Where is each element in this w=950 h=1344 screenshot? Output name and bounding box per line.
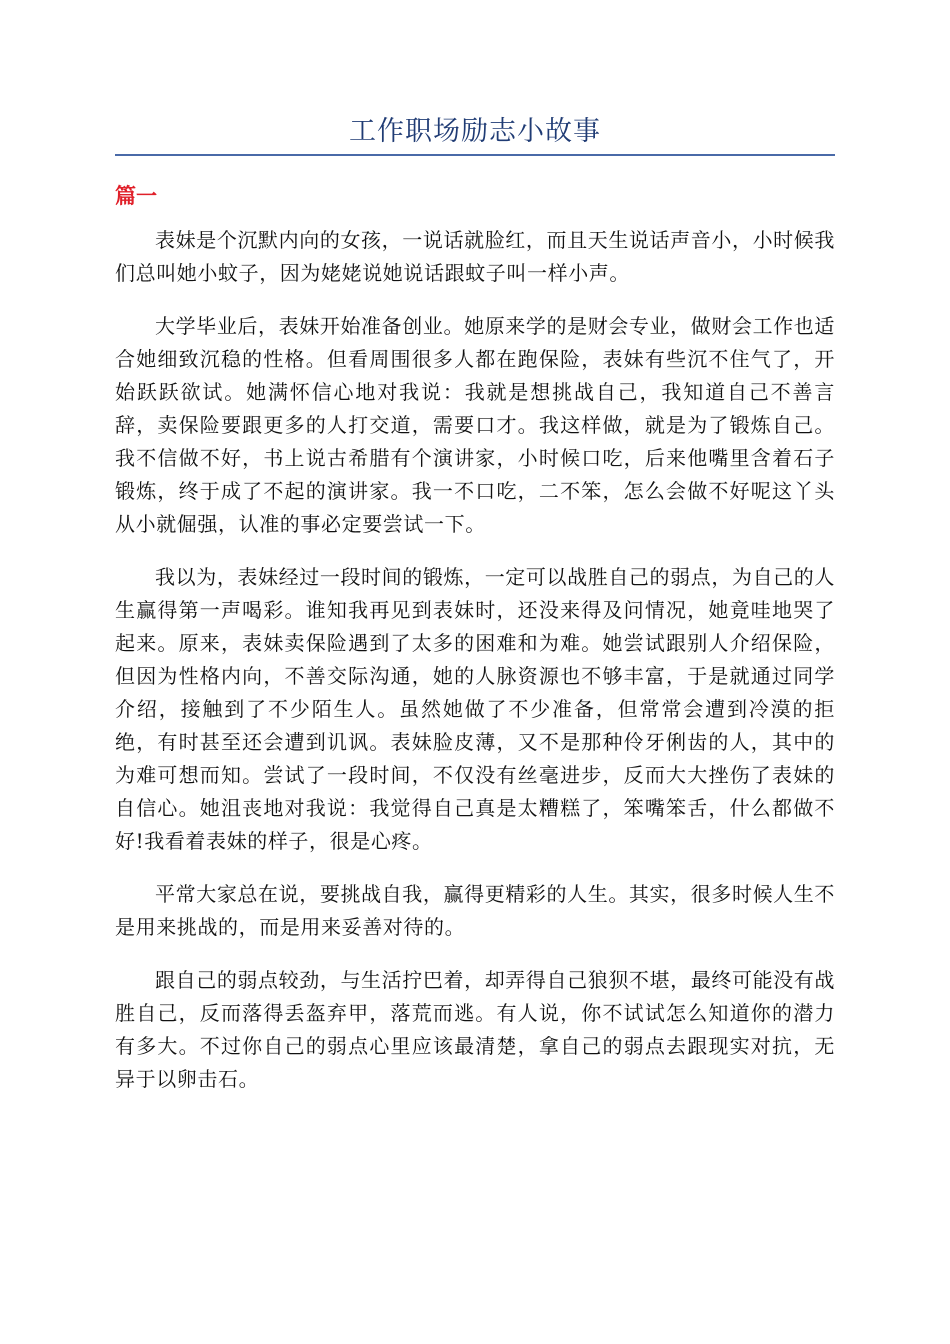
- paragraph-2: 大学毕业后，表妹开始准备创业。她原来学的是财会专业，做财会工作也适合她细致沉稳的性格。但看周围很多人都在跑保险，表妹有些沉不住气了，开始跃跃欲试。她满怀信心地对我说：我就是想挑战自己，我知道自己不善言辞，卖保险要跟更多的人打交道，需要口才。我这样做，就是为了锻炼自己。我不信做不好，书上说古希腊有个演讲家，小时候口吃，后来他嘴里含着石子锻炼，终于成了不起的演讲家。我一不口吃，二不笨，怎么会做不好呢这丫头从小就倔强，认准的事必定要尝试一下。: [115, 314, 835, 536]
- paragraph-1: 表妹是个沉默内向的女孩，一说话就脸红，而且天生说话声音小，小时候我们总叫她小蚊子，因为姥姥说她说话跟蚊子叫一样小声。: [115, 228, 835, 285]
- section-heading: 篇一: [115, 184, 157, 208]
- paragraph-5: 跟自己的弱点较劲，与生活拧巴着，却弄得自己狼狈不堪，最终可能没有战胜自己，反而落得丢盔弃甲，落荒而逃。有人说，你不试试怎么知道你的潜力有多大。不过你自己的弱点心里应该最清楚，拿自己的弱点去跟现实对抗，无异于以卵击石。: [115, 968, 835, 1091]
- body-text: [115, 224, 835, 1116]
- paragraph-4: 平常大家总在说，要挑战自我，赢得更精彩的人生。其实，很多时候人生不是用来挑战的，而是用来妥善对待的。: [115, 882, 835, 939]
- title-underline-divider: [115, 154, 835, 156]
- paragraph-3: 我以为，表妹经过一段时间的锻炼，一定可以战胜自己的弱点，为自己的人生赢得第一声喝彩。谁知我再见到表妹时，还没来得及问情况，她竟哇地哭了起来。原来，表妹卖保险遇到了太多的困难和为难。她尝试跟别人介绍保险，但因为性格内向，不善交际沟通，她的人脉资源也不够丰富，于是就通过同学介绍，接触到了不少陌生人。虽然她做了不少准备，但常常会遭到冷漠的拒绝，有时甚至还会遭到讥讽。表妹脸皮薄，又不是那种伶牙俐齿的人，其中的为难可想而知。尝试了一段时间，不仅没有丝毫进步，反而大大挫伤了表妹的自信心。她沮丧地对我说：我觉得自己真是太糟糕了，笨嘴笨舌，什么都做不好!我看着表妹的样子，很是心疼。: [115, 565, 835, 853]
- document-title: 工作职场励志小故事: [349, 116, 601, 147]
